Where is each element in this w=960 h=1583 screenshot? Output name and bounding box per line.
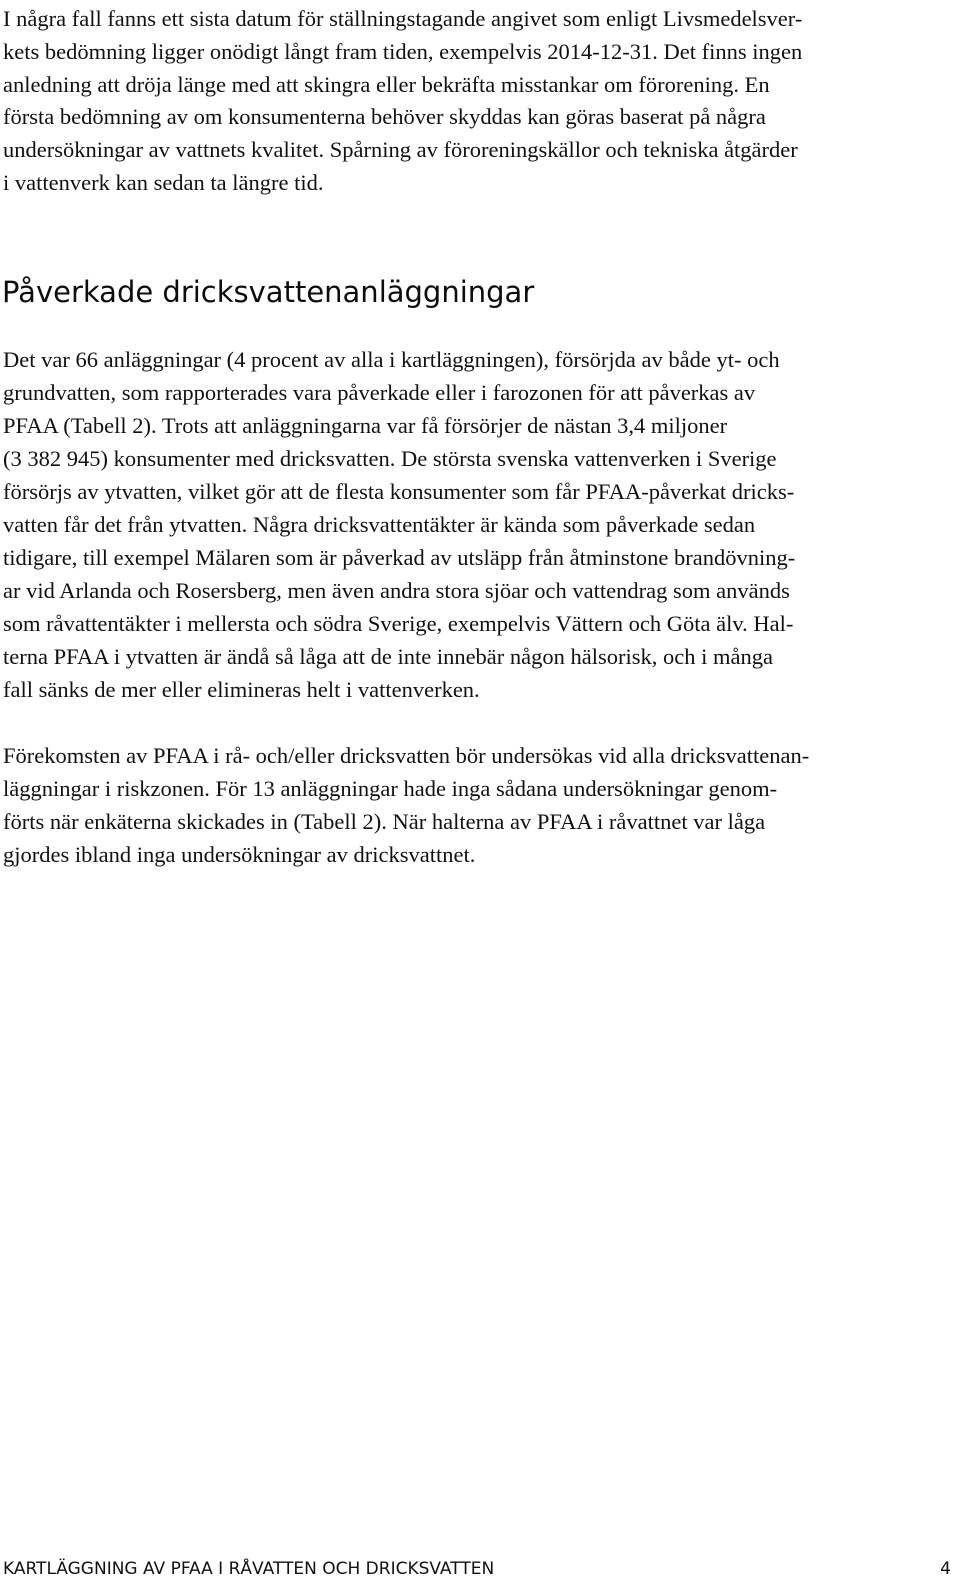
- text-line: förts när enkäterna skickades in (Tabell 2). När halterna av PFAA i råvattnet var låga: [3, 809, 766, 834]
- section-heading: Påverkade dricksvattenanläggningar: [2, 275, 535, 309]
- text-line: (3 382 945) konsumenter med dricksvatten. De största svenska vattenverken i Sverige: [3, 446, 777, 471]
- text-line: anledning att dröja länge med att skingra eller bekräfta misstankar om förorening. En: [3, 72, 770, 97]
- page-number: 4: [940, 1559, 951, 1579]
- text-line: i vattenverk kan sedan ta längre tid.: [3, 170, 324, 195]
- text-line: terna PFAA i ytvatten är ändå så låga att de inte innebär någon hälsorisk, och i många: [3, 644, 773, 669]
- text-line: som råvattentäkter i mellersta och södra Sverige, exempelvis Vättern och Göta älv. Hal-: [3, 611, 794, 636]
- text-line: grundvatten, som rapporterades vara påverkade eller i farozonen för att påverkas av: [3, 380, 756, 405]
- text-line: ar vid Arlanda och Rosersberg, men även andra stora sjöar och vattendrag som används: [3, 578, 790, 603]
- text-line: PFAA (Tabell 2). Trots att anläggningarna var få försörjer de nästan 3,4 miljoner: [3, 413, 728, 438]
- text-line: fall sänks de mer eller elimineras helt i vattenverken.: [3, 677, 480, 702]
- text-line: I några fall fanns ett sista datum för ställningstagande angivet som enligt Livsmedelsver-: [3, 6, 803, 31]
- text-line: tidigare, till exempel Mälaren som är påverkad av utsläpp från åtminstone brandövning-: [3, 545, 796, 570]
- text-line: Förekomsten av PFAA i rå- och/eller dricksvatten bör undersökas vid alla dricksvattenan-: [3, 743, 810, 768]
- text-line: undersökningar av vattnets kvalitet. Spårning av föroreningskällor och tekniska åtgärder: [3, 137, 798, 162]
- text-line: gjordes ibland inga undersökningar av dricksvattnet.: [3, 842, 476, 867]
- footer-title: KARTLÄGGNING AV PFAA I RÅVATTEN OCH DRICKSVATTEN: [3, 1559, 495, 1579]
- text-line: försörjs av ytvatten, vilket gör att de flesta konsumenter som får PFAA-påverkat dricks-: [3, 479, 795, 504]
- text-line: kets bedömning ligger onödigt långt fram tiden, exempelvis 2014-12-31. Det finns ingen: [3, 39, 803, 64]
- text-line: vatten får det från ytvatten. Några dricksvattentäkter är kända som påverkade sedan: [3, 512, 756, 537]
- text-line: första bedömning av om konsumenterna behöver skyddas kan göras baserat på några: [3, 104, 766, 129]
- text-line: läggningar i riskzonen. För 13 anläggningar hade inga sådana undersökningar genom-: [3, 776, 778, 801]
- text-line: Det var 66 anläggningar (4 procent av alla i kartläggningen), försörjda av både yt- och: [3, 347, 780, 372]
